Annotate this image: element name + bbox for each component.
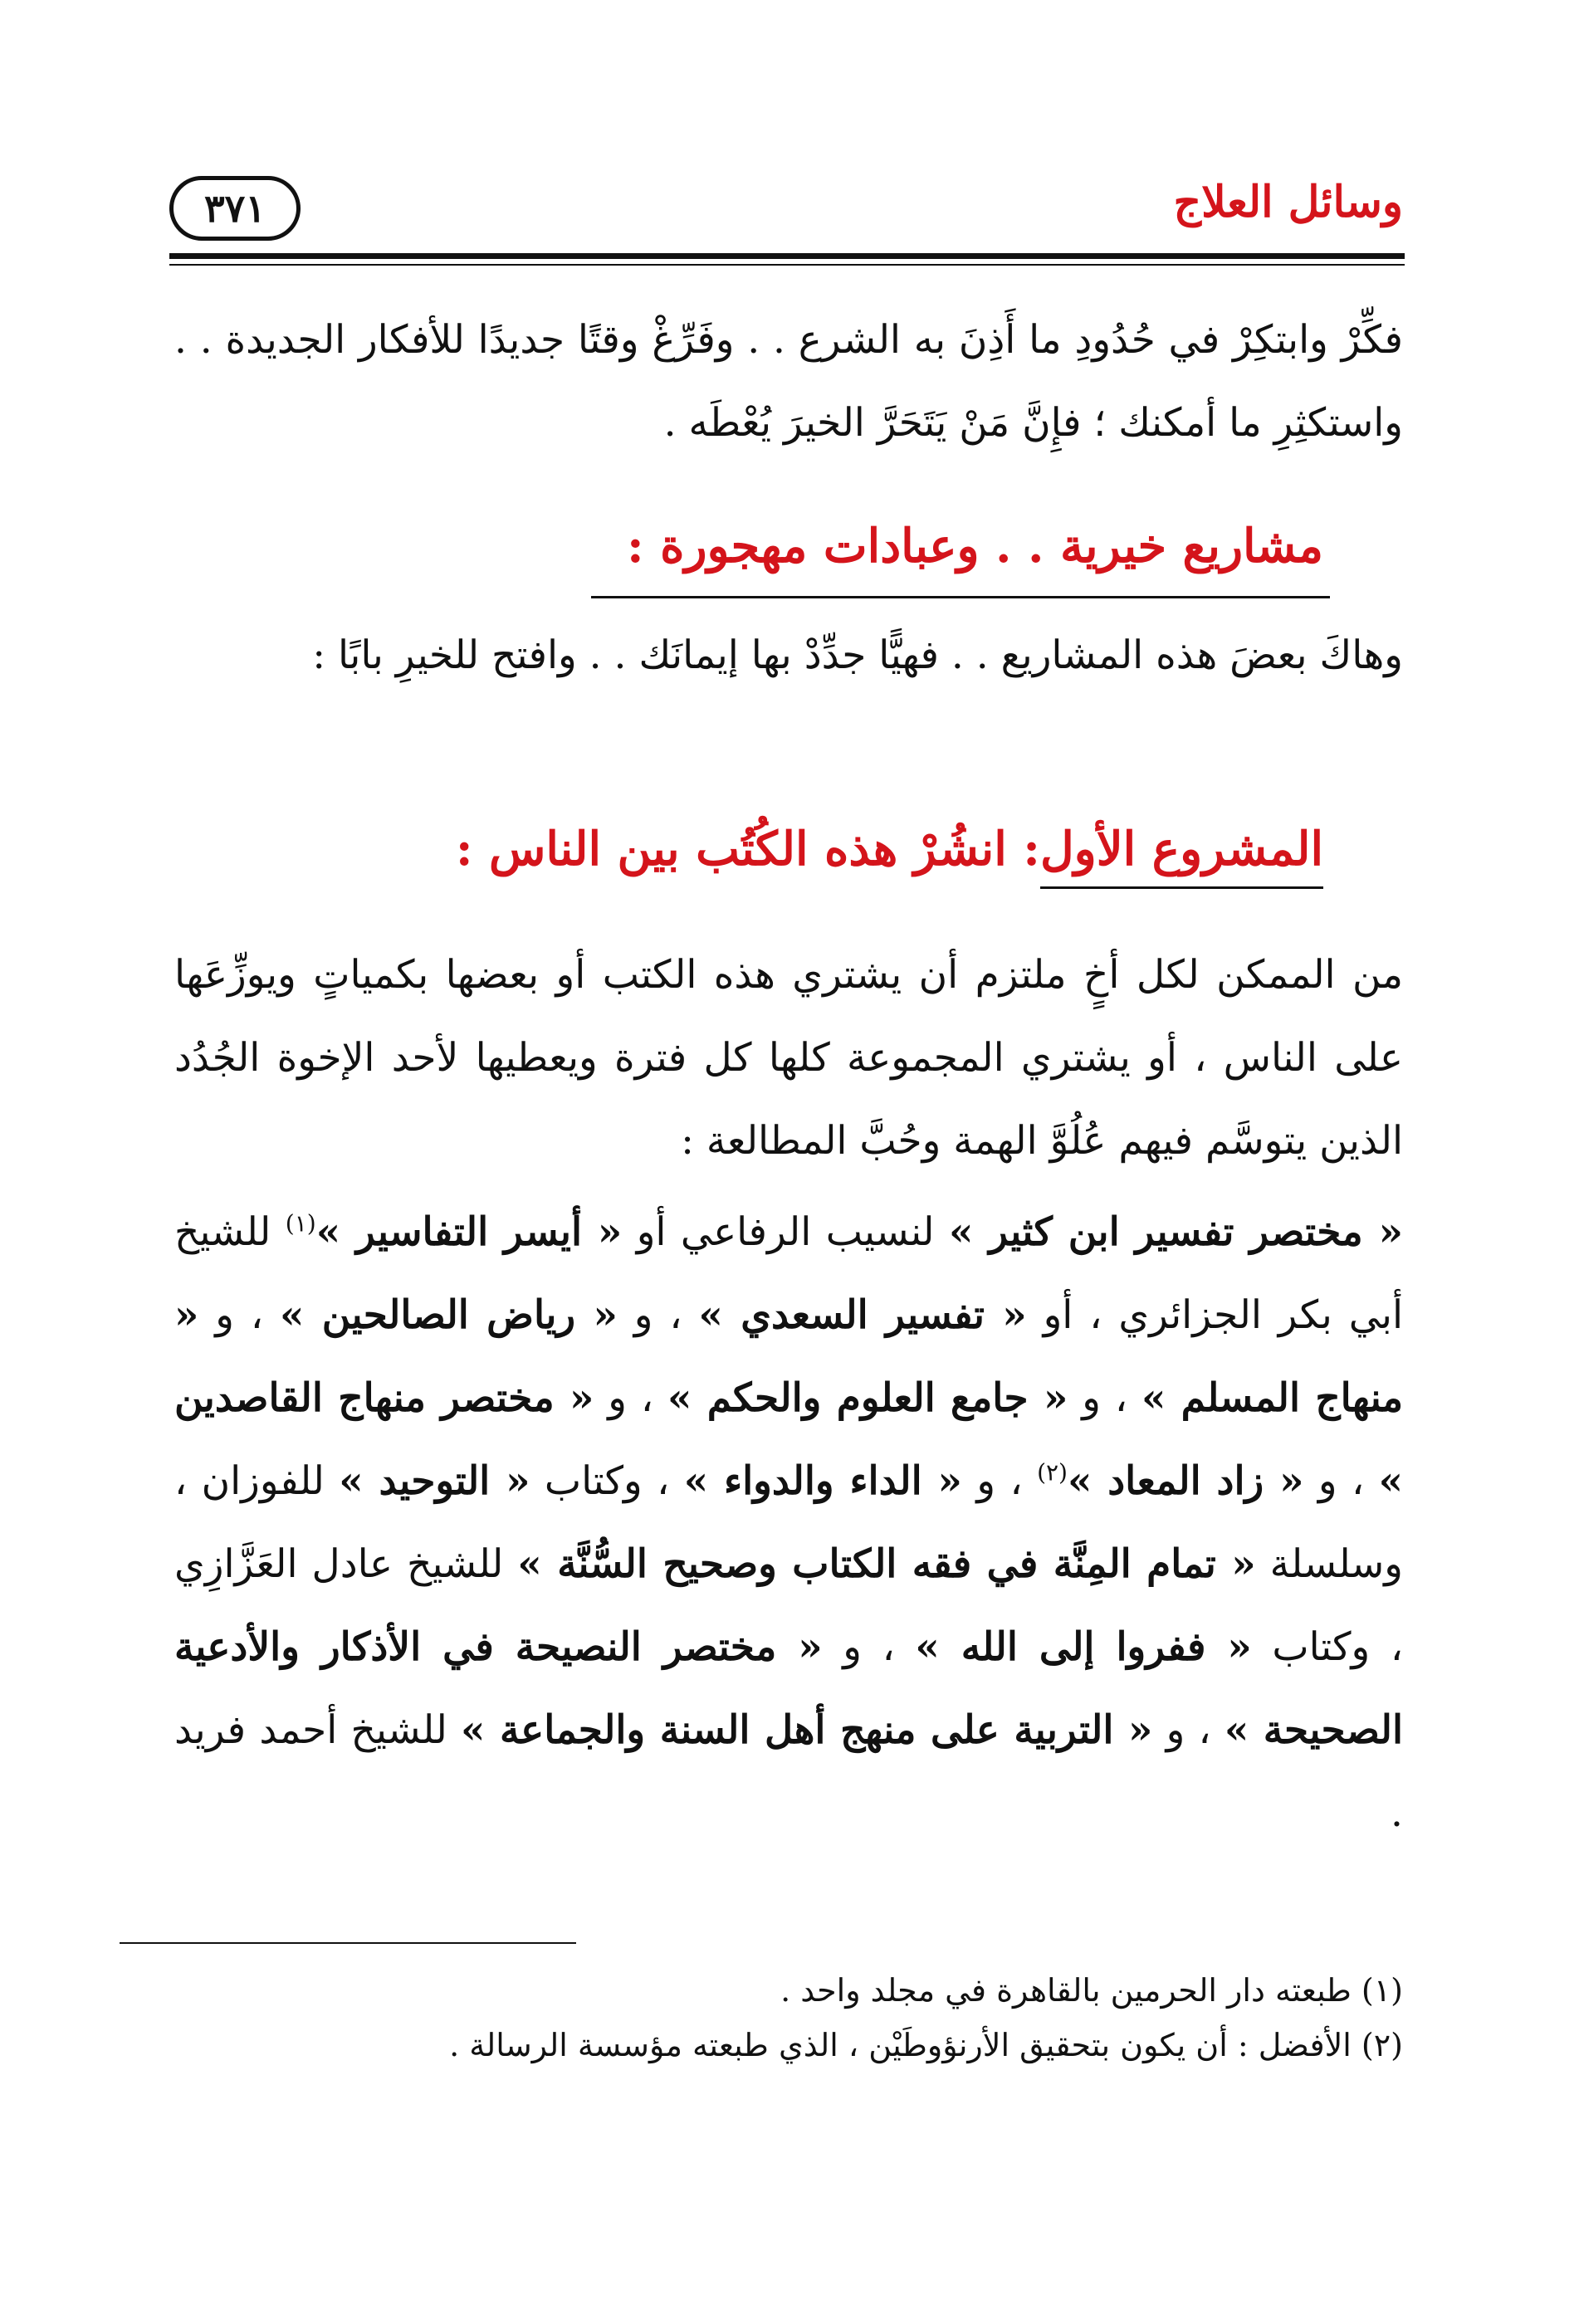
- section-heading-underline: [591, 596, 1330, 598]
- page-number-badge: ٣٧١: [169, 176, 301, 241]
- book-connector: ، و: [1152, 1707, 1225, 1753]
- footnote-separator: [120, 1942, 576, 1944]
- intro-paragraph: فكِّرْ وابتكِرْ في حُدُودِ ما أَذِنَ به الشرع . . وفَرِّغْ وقتًا جديدًا للأفكار الجديدة . . واستكثِرِ ما أمكنك ؛ فإِنَّ مَنْ يَتَحَرَّ الخيرَ يُعْطَه .: [174, 317, 1403, 446]
- footnote-1: (١) طبعته دار الحرمين بالقاهرة في مجلد واحد .: [780, 1972, 1403, 2009]
- footnote-2: (٢) الأفضل : أن يكون بتحقيق الأرنؤوطَيْن ، الذي طبعته مؤسسة الرسالة .: [449, 2027, 1403, 2063]
- book-list-paragraph: [174, 1191, 1403, 1855]
- book-connector: ، و: [1303, 1458, 1379, 1504]
- book-connector: للشيخ أبي بكر الجزائري ، أو: [174, 1209, 1404, 1338]
- book-title: « مختصر النصيحة في الأذكار والأدعية الصحيحة »: [174, 1624, 1404, 1753]
- footnote-ref-1: (١): [285, 1209, 316, 1238]
- book-connector: ، وكتاب: [530, 1458, 684, 1504]
- book-title: « منهاج المسلم »: [174, 1292, 1404, 1421]
- book-connector: ، و: [822, 1624, 916, 1670]
- book-title: « أيسر التفاسير »: [315, 1209, 623, 1255]
- book-connector: للفوزان ، وسلسلة: [174, 1458, 1404, 1587]
- header-rule-thick: [169, 253, 1405, 259]
- book-connector: لنسيب الرفاعي أو: [622, 1209, 949, 1255]
- book-connector: ، و: [961, 1458, 1038, 1504]
- section-intro-paragraph: وهاكَ بعضَ هذه المشاريع . . فهيًّا جدِّدْ بها إيمانَك . . وافتح للخيرِ بابًا :: [312, 632, 1403, 678]
- footnote-ref-2: (٢): [1037, 1458, 1068, 1487]
- book-title: « التوحيد »: [339, 1458, 530, 1504]
- project-one-heading: [456, 822, 1323, 877]
- book-title: « التربية على منهج أهل السنة والجماعة »: [461, 1707, 1153, 1753]
- book-connector: ، و: [594, 1375, 668, 1421]
- book-title: « تمام المِنَّة في فقه الكتاب وصحيح السُّنَّة »: [517, 1541, 1256, 1587]
- book-title: « ففروا إلى الله »: [915, 1624, 1252, 1670]
- running-title: وسائل العلاج: [1173, 177, 1403, 227]
- project-one-paragraph: من الممكن لكل أخٍ ملتزم أن يشتري هذه الكتب أو بعضها بكمياتٍ ويوزِّعَها على الناس ، أو يشتري المجموعة كلها كل فترة ويعطيها لأحد الإخوة الجُدُد الذين يتوسَّم فيهم عُلُوَّ الهمة وحُبَّ المطالعة :: [174, 952, 1403, 1164]
- book-title: « تفسير السعدي »: [698, 1292, 1027, 1338]
- book-connector: ، و: [1068, 1375, 1141, 1421]
- book-connector: للشيخ عادل العَزَّازِي ، وكتاب: [174, 1541, 1404, 1670]
- book-connector: ، و: [198, 1292, 281, 1338]
- section-heading-charity-projects: مشاريع خيرية . . وعبادات مهجورة :: [626, 519, 1323, 574]
- book-title: « جامع العلوم والحكم »: [667, 1375, 1068, 1421]
- book-connector: ، و: [617, 1292, 699, 1338]
- header-rule-thin: [169, 264, 1405, 266]
- book-title: « مختصر تفسير ابن كثير »: [948, 1209, 1403, 1255]
- project-one-label: المشروع الأول: [1040, 822, 1323, 889]
- book-title: « زاد المعاد »: [1067, 1458, 1304, 1504]
- book-title: « الداء والدواء »: [683, 1458, 962, 1504]
- book-connector: للشيخ أحمد فريد .: [174, 1707, 1403, 1836]
- book-title: « رياض الصالحين »: [280, 1292, 618, 1338]
- project-one-title: : انشُرْ هذه الكُتُب بين الناس :: [455, 822, 1040, 876]
- book-title: « مختصر منهاج القاصدين »: [174, 1375, 1404, 1504]
